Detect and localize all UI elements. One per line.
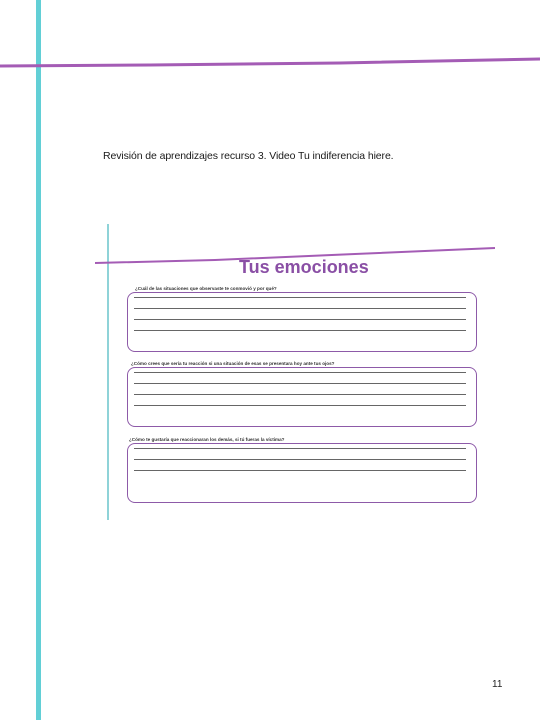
page-top-rule <box>0 56 540 70</box>
question-3: ¿Cómo te gustaría que reaccionaran los demás, si tú fueras la víctima? <box>129 437 285 442</box>
answer-box-1[interactable] <box>127 292 477 352</box>
answer-line <box>134 308 466 309</box>
answer-box-3[interactable] <box>127 443 477 503</box>
page-number: 11 <box>492 679 503 690</box>
worksheet-image <box>95 222 495 522</box>
worksheet-title: Tus emociones <box>239 257 369 277</box>
answer-line <box>134 319 466 320</box>
question-2: ¿Cómo crees que sería tu reacción si una situación de esas se presentara hoy ante tus ojos? <box>131 361 335 366</box>
answer-box-2[interactable] <box>127 367 477 427</box>
resource-heading: Revisión de aprendizajes recurso 3. Video Tu indiferencia hiere. <box>103 150 394 162</box>
answer-line <box>134 459 466 460</box>
answer-line <box>134 330 466 331</box>
answer-line <box>134 297 466 298</box>
answer-line <box>134 405 466 406</box>
answer-line <box>134 448 466 449</box>
answer-line <box>134 470 466 471</box>
answer-line <box>134 372 466 373</box>
answer-line <box>134 383 466 384</box>
page-left-rule <box>36 0 41 720</box>
answer-line <box>134 394 466 395</box>
worksheet-left-rule <box>107 224 109 520</box>
question-1: ¿Cuál de las situaciones que observaste te conmovió y por qué? <box>135 286 277 291</box>
